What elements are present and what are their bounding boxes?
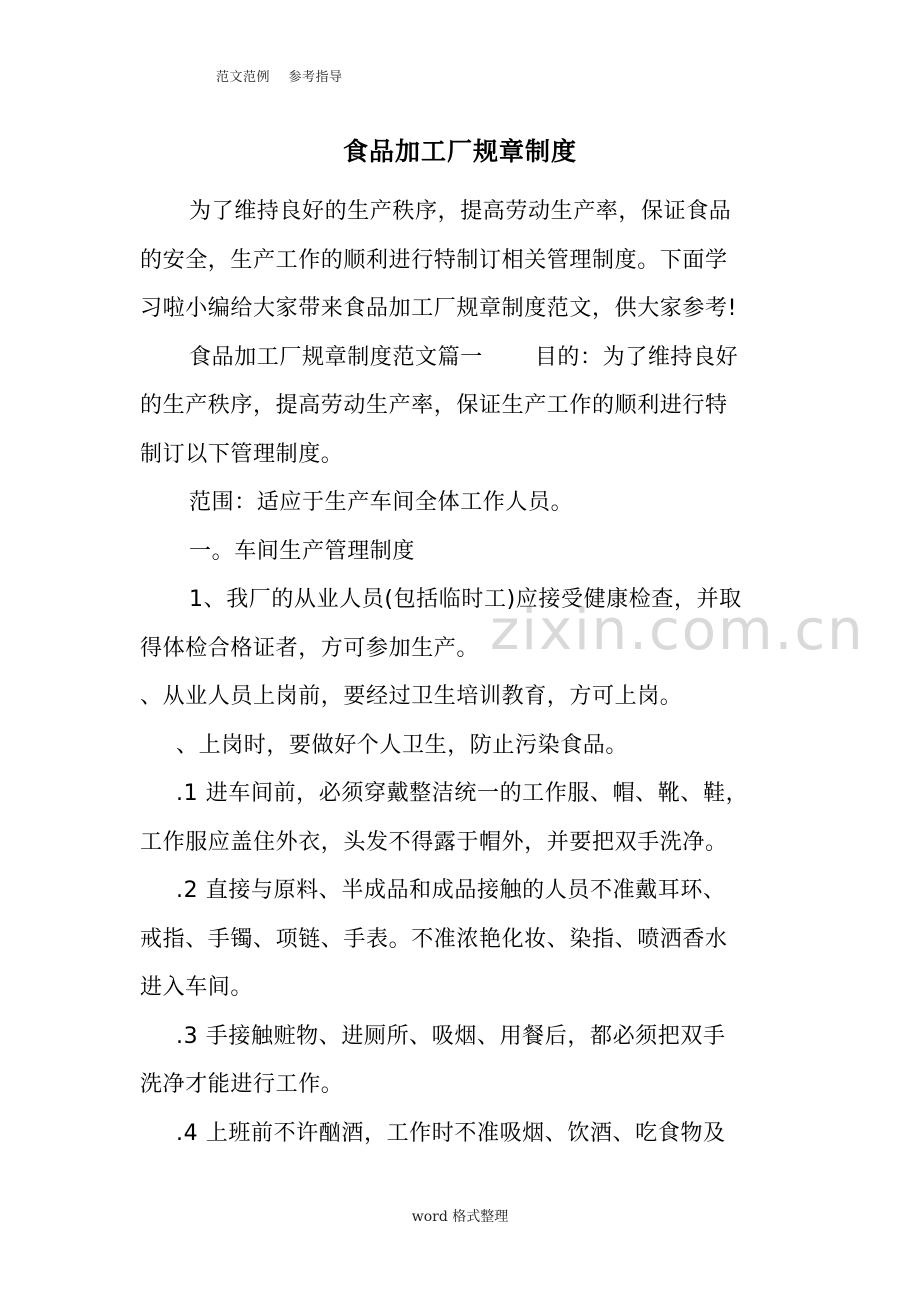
page-header: 范文范例 参考指导 [216, 70, 343, 85]
paragraph-line: .1 进车间前，必须穿戴整洁统一的工作服、帽、靴、鞋， [176, 781, 749, 806]
paragraph-line: 、上岗时，要做好个人卫生，防止污染食品。 [176, 732, 629, 758]
watermark: zixin.com.cn [490, 598, 865, 663]
paragraph-line: 1、我厂的从业人员(包括临时工)应接受健康检查，并取 [189, 587, 742, 612]
paragraph-line: 得体检合格证者，方可参加生产。 [140, 635, 480, 661]
paragraph-line: 戒指、手镯、项链、手表。不准浓艳化妆、染指、喷洒香水 [140, 926, 728, 952]
document-body [140, 188, 790, 1158]
paragraph-line: .3 手接触赃物、进厕所、吸烟、用餐后，都必须把双手 [176, 1023, 726, 1049]
page-footer: word 格式整理 [411, 1209, 509, 1225]
section-heading: 食品加工厂规章制度范文篇一 [189, 344, 483, 370]
paragraph-line: 为了维持良好的生产秩序，提高劳动生产率，保证食品 [189, 199, 732, 224]
section-heading: 一。车间生产管理制度 [189, 538, 416, 564]
paragraph-line: .4 上班前不许酗酒，工作时不准吸烟、饮酒、吃食物及 [176, 1120, 726, 1146]
document-title: 食品加工厂规章制度 [342, 137, 577, 166]
paragraph-line: 、从业人员上岗前，要经过卫生培训教育，方可上岗。 [140, 684, 683, 709]
paragraph-line: 的生产秩序，提高劳动生产率，保证生产工作的顺利进行特 [140, 393, 728, 418]
paragraph-line: .2 直接与原料、半成品和成品接触的人员不准戴耳环、 [176, 878, 726, 903]
paragraph-line: 范围：适应于生产车间全体工作人员。 [189, 490, 574, 515]
purpose-text: 目的：为了维持良好 [534, 344, 739, 370]
paragraph-line [140, 334, 790, 383]
paragraph-line: 工作服应盖住外衣，头发不得露于帽外，并要把双手洗净。 [140, 829, 728, 855]
paragraph-line: 进入车间。 [140, 975, 254, 1000]
paragraph-line: 习啦小编给大家带来食品加工厂规章制度范文，供大家参考! [140, 296, 738, 321]
paragraph-line: 洗净才能进行工作。 [140, 1072, 344, 1097]
paragraph-line: 制订以下管理制度。 [140, 441, 344, 467]
paragraph-line: 的安全，生产工作的顺利进行特制订相关管理制度。下面学 [140, 247, 728, 273]
